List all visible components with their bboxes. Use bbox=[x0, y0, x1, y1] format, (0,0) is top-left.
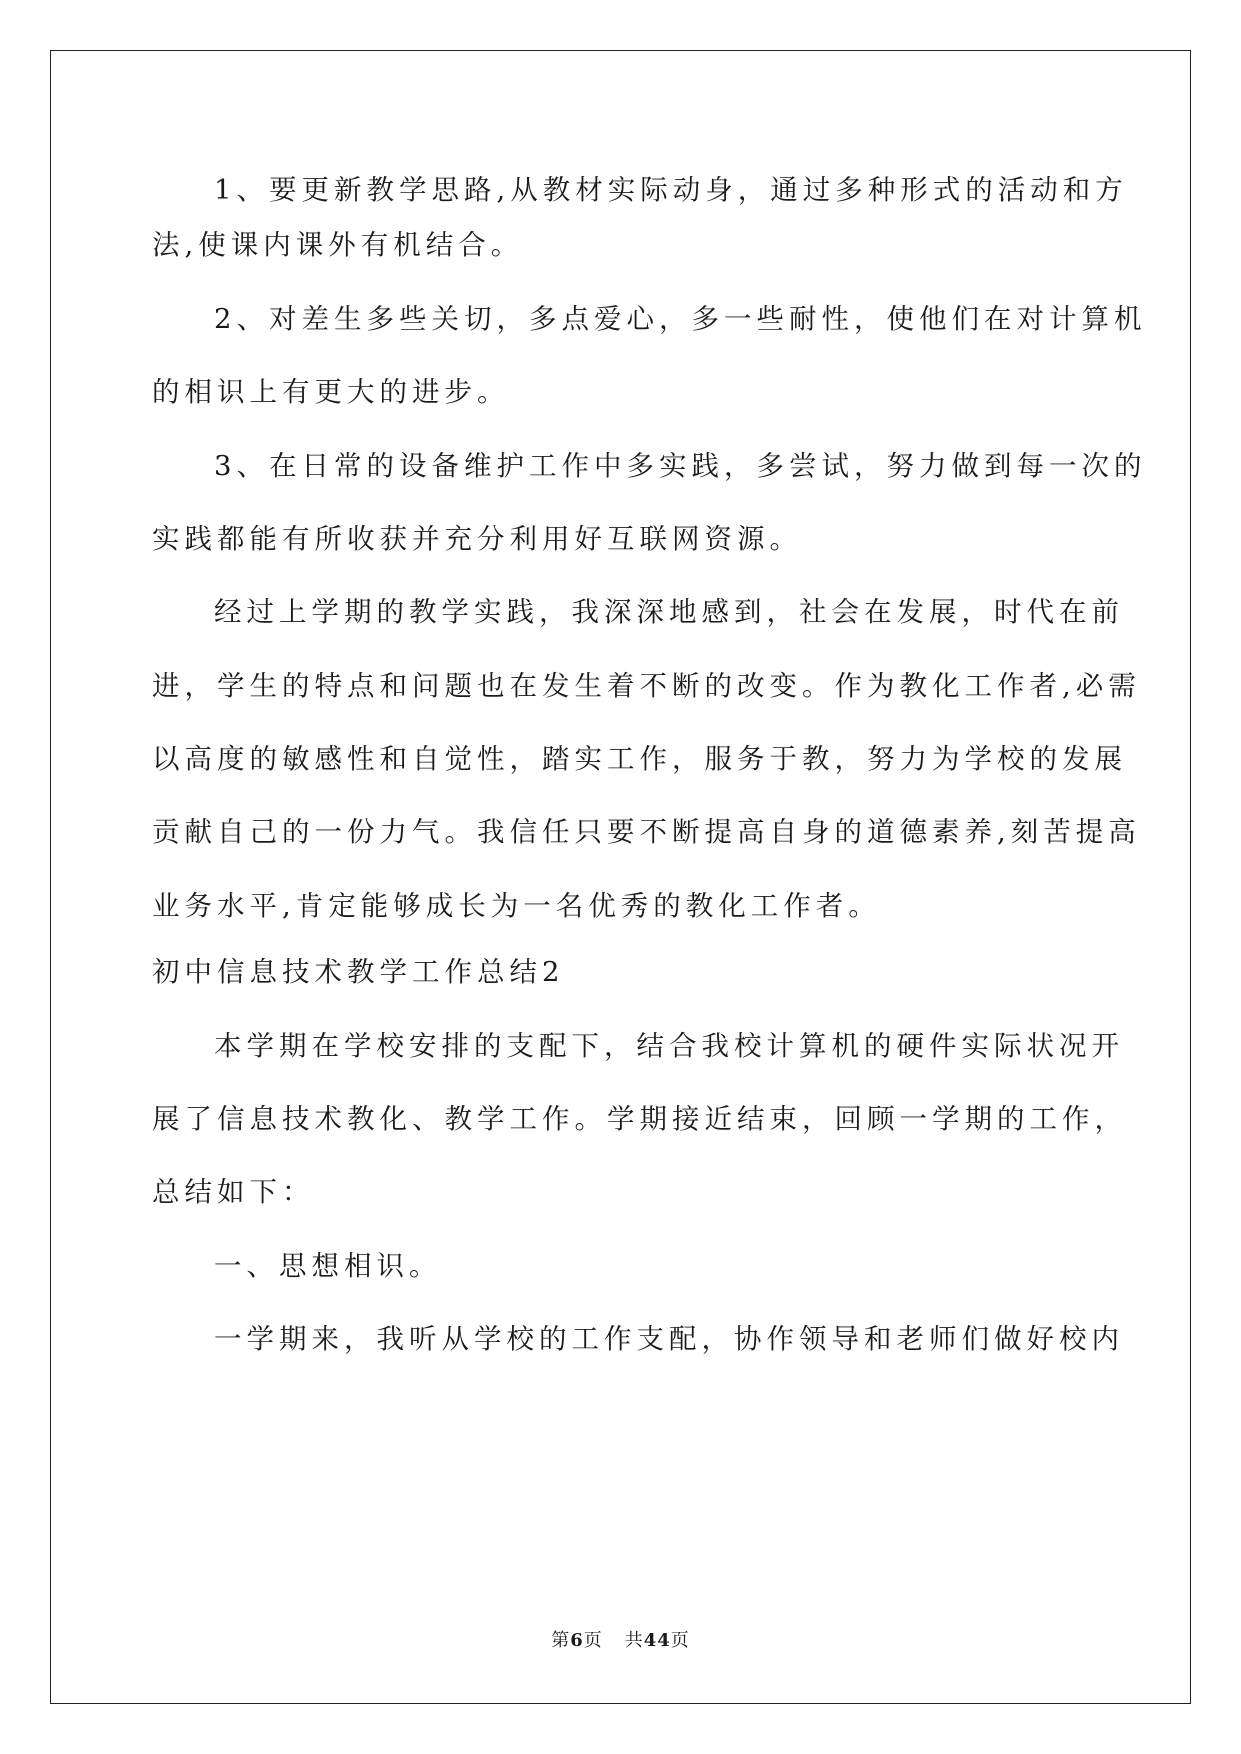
page-suffix: 页 bbox=[583, 1630, 603, 1651]
section-heading: 初中信息技术教学工作总结2 bbox=[152, 956, 565, 988]
paragraph-line: 总结如下： bbox=[152, 1176, 315, 1208]
paragraph-line: 一学期来，我听从学校的工作支配，协作领导和老师们做好校内 bbox=[214, 1323, 1124, 1355]
page-total: 44 bbox=[643, 1630, 671, 1651]
paragraph-line: 的相识上有更大的进步。 bbox=[152, 376, 510, 408]
paragraph-line: 以高度的敏感性和自觉性，踏实工作，服务于教，努力为学校的发展 bbox=[152, 743, 1127, 775]
paragraph-line: 业务水平,肯定能够成长为一名优秀的教化工作者。 bbox=[152, 890, 881, 922]
paragraph-line: 2、对差生多些关切，多点爱心，多一些耐性，使他们在对计算机 bbox=[214, 303, 1147, 335]
paragraph-line: 3、在日常的设备维护工作中多实践，多尝试，努力做到每一次的 bbox=[214, 450, 1147, 482]
page-footer bbox=[0, 1629, 1241, 1653]
paragraph-line: 实践都能有所收获并充分利用好互联网资源。 bbox=[152, 523, 802, 555]
paragraph-line: 法,使课内课外有机结合。 bbox=[152, 229, 524, 261]
paragraph-line: 展了信息技术教化、教学工作。学期接近结束，回顾一学期的工作， bbox=[152, 1103, 1127, 1135]
paragraph-line: 本学期在学校安排的支配下，结合我校计算机的硬件实际状况开 bbox=[214, 1030, 1124, 1062]
total-prefix: 共 bbox=[624, 1630, 644, 1651]
paragraph-line: 进，学生的特点和问题也在发生着不断的改变。作为教化工作者,必需 bbox=[152, 670, 1141, 702]
page-prefix: 第 bbox=[551, 1630, 571, 1651]
paragraph-line: 经过上学期的教学实践，我深深地感到，社会在发展，时代在前 bbox=[214, 596, 1124, 628]
paragraph-line: 1、要更新教学思路,从教材实际动身，通过多种形式的活动和方 bbox=[214, 174, 1128, 206]
page-current: 6 bbox=[570, 1630, 584, 1651]
total-suffix: 页 bbox=[670, 1630, 690, 1651]
paragraph-line: 一、思想相识。 bbox=[214, 1250, 442, 1282]
paragraph-line: 贡献自己的一份力气。我信任只要不断提高自身的道德素养,刻苦提高 bbox=[152, 816, 1141, 848]
page-border bbox=[50, 50, 1191, 1704]
